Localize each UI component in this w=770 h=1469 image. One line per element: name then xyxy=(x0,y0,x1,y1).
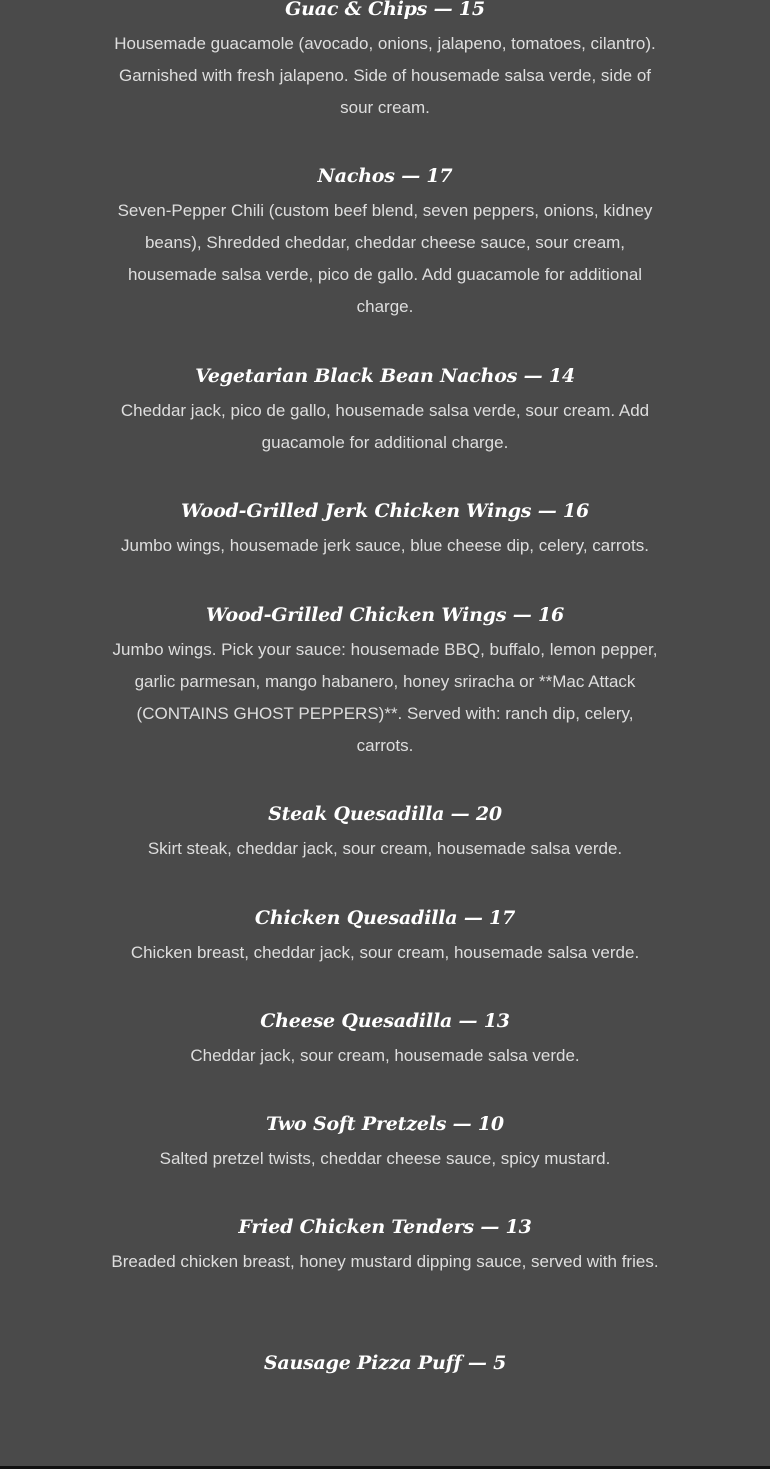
menu-item-jerk-chicken-wings xyxy=(105,498,665,562)
menu-item-title: Sausage Pizza Puff — 5 xyxy=(263,1352,507,1374)
menu-item-title: Chicken Quesadilla — 17 xyxy=(254,907,516,929)
menu-item-description: Jumbo wings, housemade jerk sauce, blue cheese dip, celery, carrots. xyxy=(121,536,649,555)
menu-item-description: Housemade guacamole (avocado, onions, jalapeno, tomatoes, cilantro). Garnished with fresh jalapeno. Side of housemade salsa verde, side of sour cream. xyxy=(114,34,656,117)
menu-item-title: Nachos — 17 xyxy=(317,165,453,187)
menu-item-sausage-pizza-puff xyxy=(105,1350,665,1376)
menu-item-chicken-wings xyxy=(105,602,665,762)
menu-item-title: Fried Chicken Tenders — 13 xyxy=(238,1216,532,1238)
menu-item-description: Salted pretzel twists, cheddar cheese sauce, spicy mustard. xyxy=(159,1149,611,1168)
menu-item-description: Jumbo wings. Pick your sauce: housemade BBQ, buffalo, lemon pepper, garlic parmesan, mango habanero, honey sriracha or **Mac Attack (CONTAINS GHOST PEPPERS)**. Served with: ranch dip, celery, carrots. xyxy=(112,640,658,755)
menu-item-title: Wood-Grilled Jerk Chicken Wings — 16 xyxy=(181,500,589,522)
menu-item-title: Cheese Quesadilla — 13 xyxy=(260,1010,510,1032)
menu-item-title: Vegetarian Black Bean Nachos — 14 xyxy=(195,365,575,387)
menu-item-chicken-quesadilla xyxy=(105,905,665,969)
menu-item-soft-pretzels xyxy=(105,1111,665,1175)
menu-item-guac-chips xyxy=(105,0,665,124)
menu-item-description: Breaded chicken breast, honey mustard dipping sauce, served with fries. xyxy=(111,1252,659,1271)
menu-item-title: Wood-Grilled Chicken Wings — 16 xyxy=(205,604,565,626)
menu-item-title: Guac & Chips — 15 xyxy=(285,0,485,20)
menu-item-steak-quesadilla xyxy=(105,801,665,865)
menu-item-description: Chicken breast, cheddar jack, sour cream, housemade salsa verde. xyxy=(130,943,640,962)
menu-item-title: Steak Quesadilla — 20 xyxy=(268,803,502,825)
menu-item-description: Cheddar jack, sour cream, housemade salsa verde. xyxy=(190,1046,580,1065)
menu-item-title: Two Soft Pretzels — 10 xyxy=(266,1113,504,1135)
menu-item-nachos xyxy=(105,163,665,323)
menu-item-description: Skirt steak, cheddar jack, sour cream, housemade salsa verde. xyxy=(147,839,623,858)
menu-item-vegetarian-black-bean-nachos xyxy=(105,363,665,459)
menu-item-cheese-quesadilla xyxy=(105,1008,665,1072)
menu-item-description: Cheddar jack, pico de gallo, housemade salsa verde, sour cream. Add guacamole for additional charge. xyxy=(120,401,650,452)
menu-item-chicken-tenders xyxy=(105,1214,665,1278)
menu-item-description: Seven-Pepper Chili (custom beef blend, seven peppers, onions, kidney beans), Shredded cheddar, cheddar cheese sauce, sour cream, housemade salsa verde, pico de gallo. Add guacamole for additional charge. xyxy=(117,201,653,316)
